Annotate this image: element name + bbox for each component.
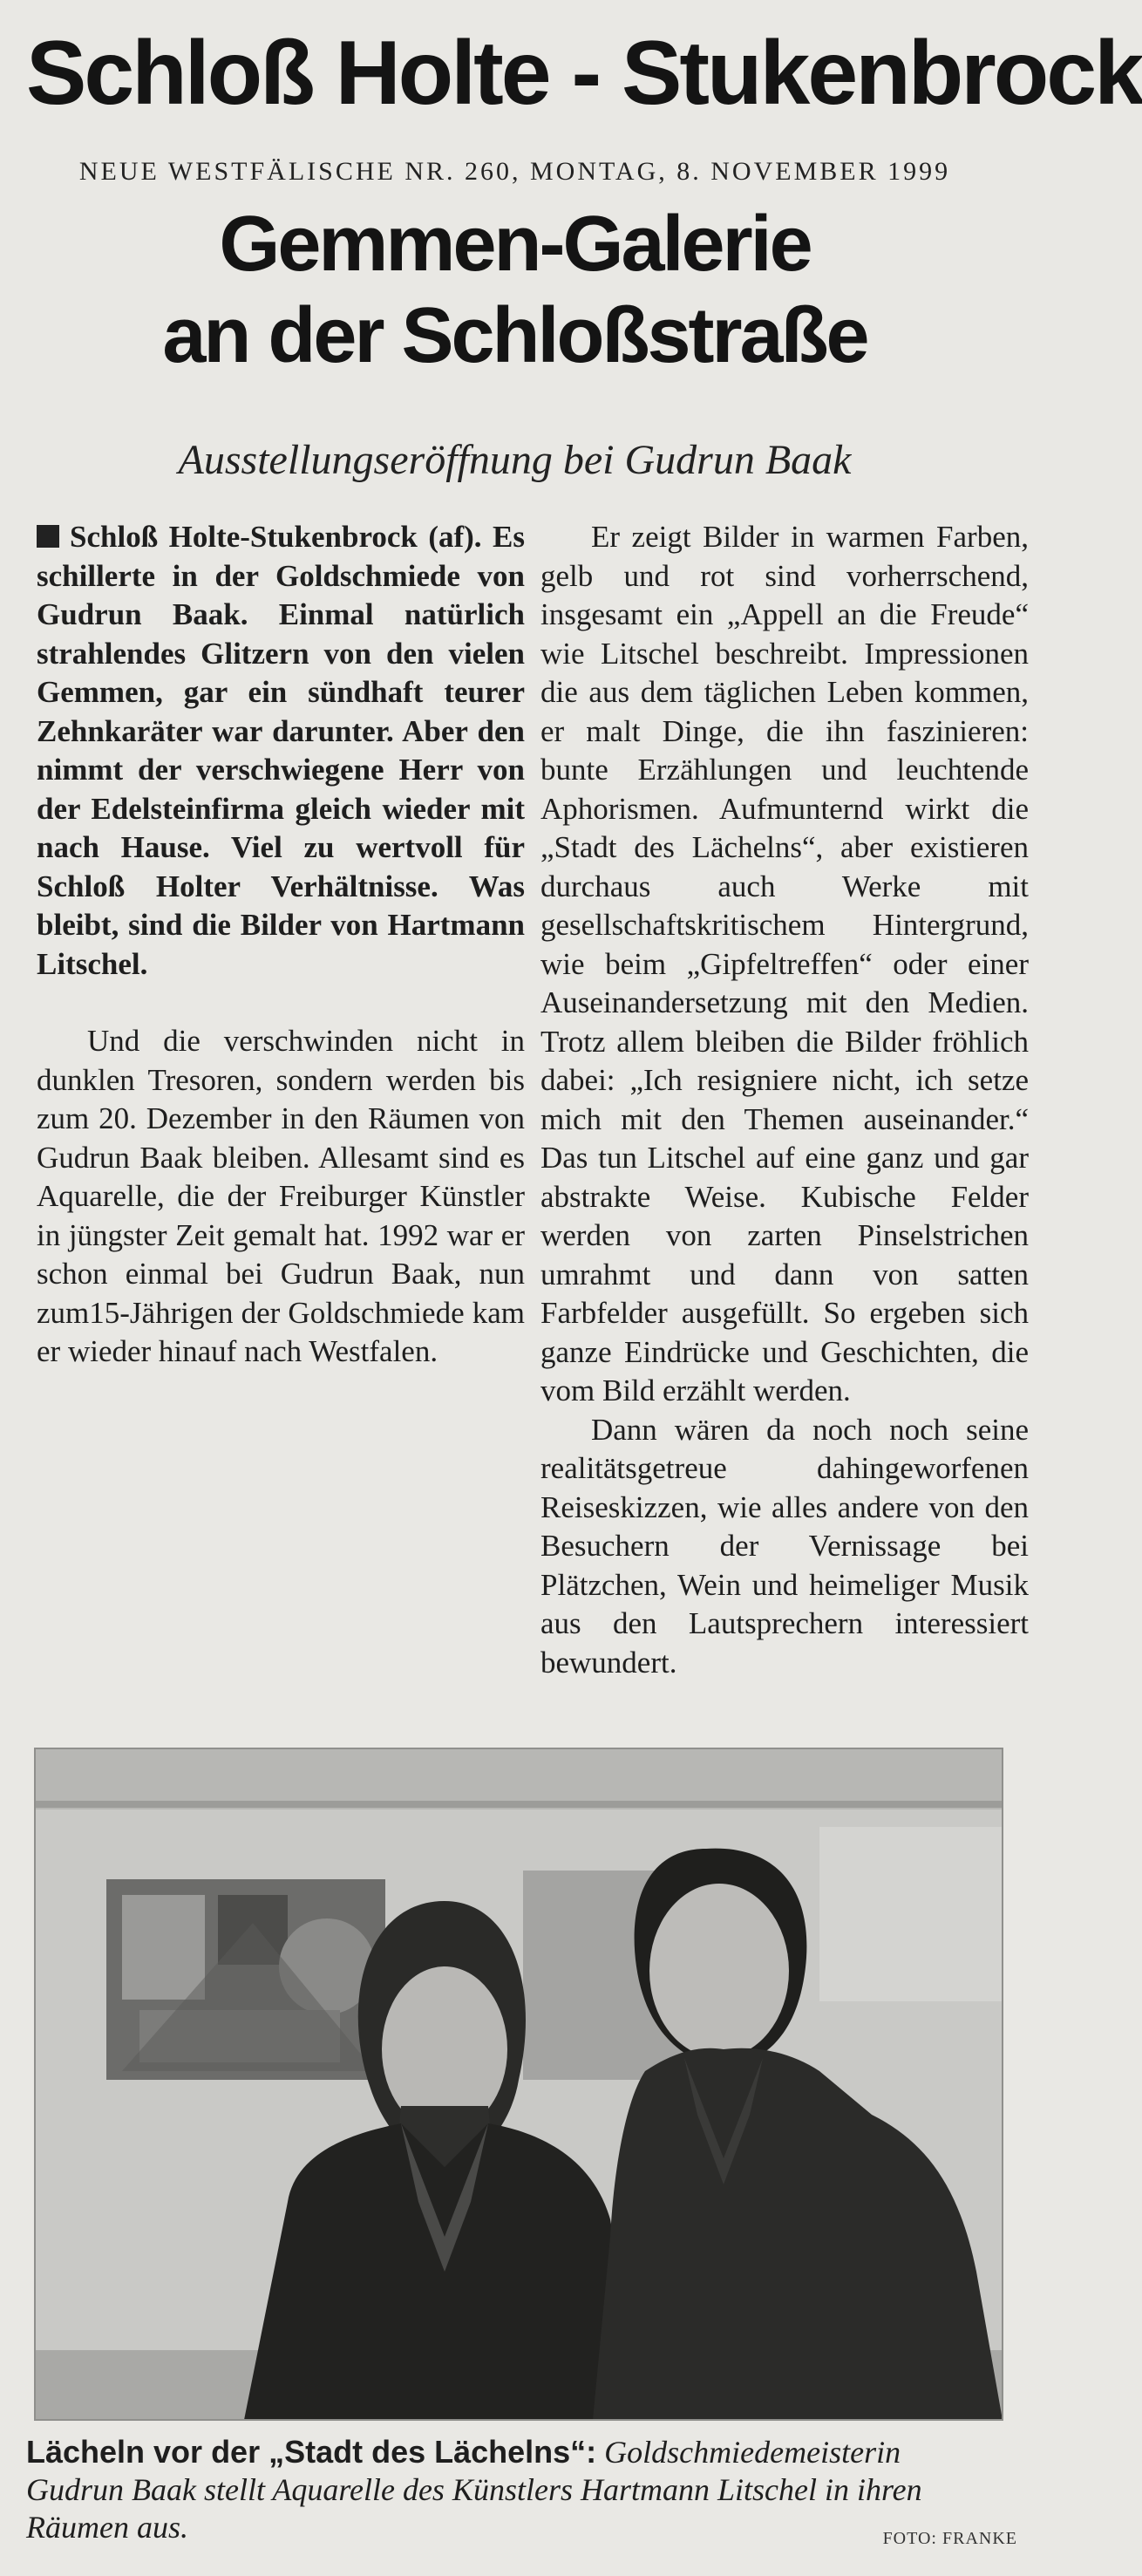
caption-lead: Lächeln vor der „Stadt des Lächelns“: xyxy=(26,2434,597,2470)
publication-line: NEUE WESTFÄLISCHE NR. 260, MONTAG, 8. NOVEMBER 1999 xyxy=(78,157,951,186)
body-paragraph-3: Dann wären da noch noch seine realitätsgetreue dahingeworfenen Reiseskizzen, wie alles andere von den Besuchern der Vernissage bei Plätzchen, Wein und heimeliger Musik aus den Lautsprechern interessiert bewundert. xyxy=(540,1412,1029,1680)
article-photo xyxy=(35,1748,1003,2420)
headline-line-2: an der Schloßstraße xyxy=(162,292,867,380)
article-column-left xyxy=(37,518,525,1372)
local-section-header: Schloß Holte - Stukenbrock xyxy=(26,23,1142,124)
lead-paragraph xyxy=(37,518,525,984)
photo-credit: FOTO: FRANKE xyxy=(882,2529,1017,2548)
square-bullet-icon xyxy=(37,525,59,548)
article-column-right xyxy=(540,518,1029,1682)
lead-text: Schloß Holte-Stukenbrock (af). Es schillerte in der Goldschmiede von Gudrun Baak. Einmal natürlich strahlendes Glitzern von den vielen Gemmen, gar ein sündhaft teurer Zehnkaräter war darunter. Aber den nimmt der verschwiegene Herr von der Edelsteinfirma gleich wieder mit nach Hause. Viel zu wertvoll für Schloß Holter Verhältnisse. Was bleibt, sind die Bilder von Hartmann Litschel. xyxy=(37,520,525,981)
caption-text: Goldschmiedemeisterin Gudrun Baak stellt Aquarelle des Künstlers Hartmann Litschel in ihren Räumen aus. xyxy=(26,2435,922,2545)
body-paragraph-2: Er zeigt Bilder in warmen Farben, gelb und rot sind vorherrschend, insgesamt ein „Appell an die Freude“ wie Litschel beschreibt. Impressionen die aus dem täglichen Leben kommen, er malt Dinge, die ihn faszinieren: bunte Erzählungen und leuchtende Aphorismen. Aufmunternd wirkt die „Stadt des Lächelns“, aber existieren durchaus auch Werke mit gesellschaftskritischem Hintergrund, wie beim „Gipfeltreffen“ oder einer Auseinandersetzung mit den Medien. Trotz allem bleiben die Bilder fröhlich dabei: „Ich resigniere nicht, ich setze mich mit den Themen auseinander.“ Das tun Litschel auf eine ganz und gar abstrakte Weise. Kubische Felder werden von zarten Pinselstrichen umrahmt und dann von satten Farbfelder ausgefüllt. So ergeben sich ganze Eindrücke und Geschichten, die vom Bild erzählt werden. xyxy=(540,520,1029,1407)
painting-on-wall xyxy=(106,1879,385,2080)
headline xyxy=(26,199,1003,383)
body-paragraph-1: Und die verschwinden nicht in dunklen Tresoren, sondern werden bis zum 20. Dezember in den Räumen von Gudrun Baak bleiben. Allesamt sind es Aquarelle, die der Freiburger Künstler in jüngster Zeit gemalt hat. 1992 war er schon einmal bei Gudrun Baak, nun zum15-Jährigen der Goldschmiede kam er wieder hinauf nach Westfalen. xyxy=(37,1024,525,1368)
subheadline: Ausstellungseröffnung bei Gudrun Baak xyxy=(178,437,852,483)
headline-line-1: Gemmen-Galerie xyxy=(219,201,811,288)
photo-artist-and-goldsmith xyxy=(35,1748,1003,2420)
photo-caption xyxy=(26,2433,1003,2546)
